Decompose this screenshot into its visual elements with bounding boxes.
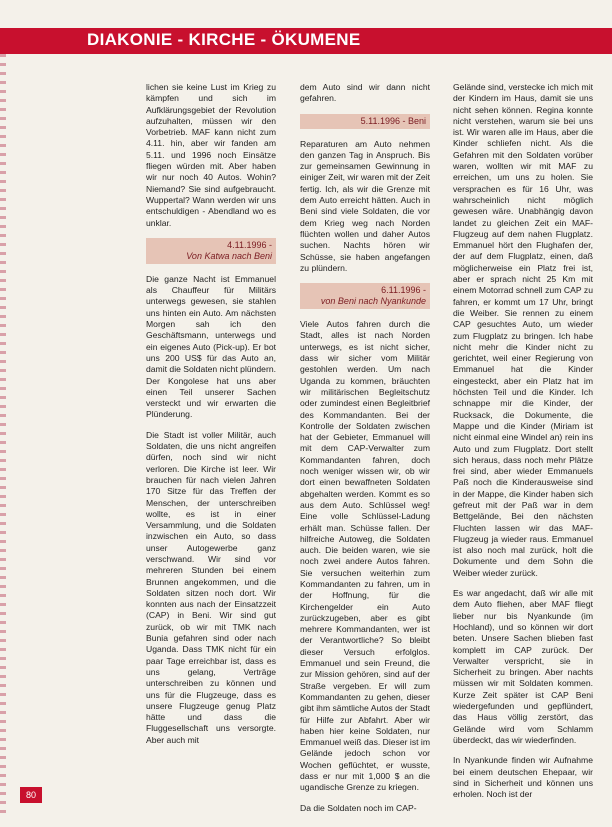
body-paragraph: Es war angedacht, daß wir alle mit dem Auto fliehen, aber MAF fliegt lieber nur bis Nyankunde (im Hochland), und so können wir dort beten. Unsere Sachen blieben fast komplett im CAP zurück. Der Verwalter verspricht, sie in Sicherheit zu bringen. Aber nachts müssen wir mit Soldaten kommen. Kurze Zeit später ist CAP Beni wiedergefunden und gepflündert, das Haus völlig zerstört, das Gelände wird vom Schlamm überdeckt, das wir wiederfinden. bbox=[453, 588, 593, 745]
text-column-3 bbox=[453, 82, 593, 809]
section-banner bbox=[0, 28, 612, 54]
body-paragraph: Die Stadt ist voller Militär, auch Soldaten, die uns nicht angreifen dürfen, noch sind wir nicht verloren. Die Kirche ist leer. Wir brauchen für nach vielen Jahren 170 Sitze für das Treffen der Menschen, der unterschreiben wollte, es ist in einer Versammlung, und die Soldaten inzwischen ein Auto, so dass unser Autogewerbe ganz verschwand. Wir sind vor mehreren Stunden bei einem Brunnen angekommen, und die Soldaten sitzen noch dort. Wir konnten aus nach der Einsatzzeit (CAP) in Beni. Wir sind gut zurück, ob wir mit TMK nach Bunia gefahren sind oder nach Uganda. Dass TMK nicht für ein paar Tage erreichbar ist, dass es uns gelang, Verträge unterschreiben zu können und uns für die Flugzeuge, dass es unsere Flugzeuge genug Platz hätte und dass die Fluggesellschaft uns versorgte. Aber auch mit bbox=[146, 429, 276, 745]
body-paragraph: Reparaturen am Auto nehmen den ganzen Tag in Anspruch. Bis zur gemeinsamen Gewinnung in einiger Zeit, wir waren mit der Zeit fertig. Ich, als wir die Grenze mit dem Auto erreicht hätten. Auch in Beni sind viele Soldaten, die vor dem Krieg weg nach Norden flüchten wollen und daher Autos suchen. Nachts hören wir Schüsse, sie haben angefangen zu plündern. bbox=[300, 138, 430, 273]
date-heading bbox=[300, 114, 430, 129]
page-number: 80 bbox=[20, 787, 42, 803]
heading-date: 5.11.1996 - Beni bbox=[360, 115, 426, 126]
section-title: DIAKONIE - KIRCHE - ÖKUMENE bbox=[87, 30, 361, 49]
decorative-rail bbox=[0, 54, 6, 814]
body-paragraph: Die ganze Nacht ist Emmanuel als Chauffeur für Militärs unterwegs gewesen, sie stahlen uns hinten ein Auto. Am nächsten Morgen sah ich den Geschäftsmann, unterwegs und ein eigenes Auto (Pick-up). Er bot uns 200 US$ für das Auto an, damit die Soldaten nicht plündern. Der Kongolese hat uns aber einen Teil unserer Sachen versteckt und wir erwarten die Plünderung. bbox=[146, 273, 276, 420]
date-heading bbox=[146, 238, 276, 264]
body-paragraph: Gelände sind, verstecke ich mich mit der Kindern im Haus, damit sie uns nicht sehen können. Regina konnte nicht verstehen, warum sie bei uns ist. Wir waren alle im Haus, aber die Kinder schliefen nicht. Als die Gefahren mit den Soldaten vorüber waren, wollten wir mit MAF zu erreichen, um uns zu holen. Sie versprachen es für 16 Uhr, was wahrscheinlich nicht möglich gewesen wäre. Unabhängig davon landet zu gleichen Zeit ein MAF-Flugzeug auf dem nahen Flugplatz. Emmanuel hört den Flughafen der, der auf dem Flugplatz, einen, daß möglicherweise ein Platz frei ist, aber er sprach nicht 25 Km mit einem Motorrad schnell zum CAP zu fahren, er kommt um 17 Uhr, bringt die Weiber. Sie rennen zu einem CAP gesuchtes Auto, um wieder zum Flugplatz zu bringen. Ich habe nicht mehr die Kinder nicht zu gerichtet, weil einer Regierung von Emmanuel hat die Kinder eingesteckt, aber ein Platz hat im höchsten Teil und die Kinder. Ich schnappe mir die Kinder, der Rucksack, die Dokumente, die Mappe und die Kinder (Miriam ist nicht einmal eine Windel an) rein ins Auto und zum Flugplatz. Dort stellt sich heraus, dass noch mehr Plätze frei sind, aber wieder Emmanuels Paß noch die Kinderausweise sind in der Mappe, die Kinder haben sich gefreut mit der Paß war in dem Bettgelände, Bei den nächsten Fluchten lassen wir das MAF-Flugzeug ja wieder raus. Emmanuel ist also noch mal zurück, holt die Dokumente und dem Sohn die Weiber wieder zurück. bbox=[453, 82, 593, 578]
body-paragraph: Da die Soldaten noch im CAP- bbox=[300, 802, 417, 813]
date-heading bbox=[300, 283, 430, 309]
heading-date: 6.11.1996 - bbox=[381, 285, 426, 296]
body-paragraph: Viele Autos fahren durch die Stadt, alles ist nach Norden unterwegs, es ist nicht sicher, dass wir sicher vom Militär gestohlen werden. Um nach Uganda zu kommen, bräuchten wir militärischen Begleitschutz oder zumindest einen Begleitbrief des Kommandanten. Bei der Kontrolle der Soldaten zwischen hat der Gebieter, Emmanuel will mit dem CAP-Verwalter zum Kommandanten fahren, doch noch weniger wissen wir, ob wir dort einen bewaffneten Soldaten abgehalten werden. Kommt es so aus dem Auto. Schlüssel weg! Eine volle Schlüssel-Ladung erhält man. Schüsse fallen. Der hilfreiche Autoweg, die Soldaten auch. Die beiden waren, wie sie noch zwei andere Autos fahren. Sie versuchen weiterhin zum Kommandanten zu fahren, um in der Hoffnung, für die Kirchengelder ein Auto zurückzugeben, aber es gibt mehrere Kommandanten, wer ist der Verantwortliche? So bleibt dieser Versuch erfolglos. Emmanuel und sein Freund, die zur Mission gehören, sind auf der Straße vergeben. Er will zum Kommandanten zu gehen, dieser gibt ihm sämtliche Autos der Stadt für Hilfe zur Abfahrt. Aber wir haben hier keine Soldaten, nur Emmanuel weiß das. Dieser ist im Gelände jedoch schon vor Wochen geflüchtet, er wusste, dass er nur mit 1,000 $ an die ugandische Grenze zu kriegen. bbox=[300, 319, 430, 793]
body-paragraph: dem Auto sind wir dann nicht gefahren. bbox=[300, 82, 430, 104]
text-column-2 bbox=[300, 82, 430, 823]
body-paragraph: In Nyankunde finden wir Aufnahme bei einem deutschen Ehepaar, wir sind in Sicherheit und können uns erholen. Noch ist der bbox=[453, 755, 593, 800]
text-column-1 bbox=[146, 82, 276, 755]
heading-date: 4.11.1996 - bbox=[227, 239, 272, 250]
heading-route: von Beni nach Nyankunde bbox=[320, 296, 426, 307]
heading-route: Von Katwa nach Beni bbox=[186, 250, 272, 261]
body-paragraph: lichen sie keine Lust im Krieg zu kämpfen und sich im Aufklärungsgebiet der Revolution aufzuhalten, müssen wir den Vorbetrieb. MAF kann nicht zum 4.11. hin, aber wir fanden am 5.11. und 1996 noch Einsätze fliegen würden mit. Aber haben wir nur noch 40 Autos. Wohin? Niemand? Sie sind aufgebraucht. Wuppertal? Wann werden wir uns entschuldigen - Abendland wo es unklar. bbox=[146, 82, 276, 228]
